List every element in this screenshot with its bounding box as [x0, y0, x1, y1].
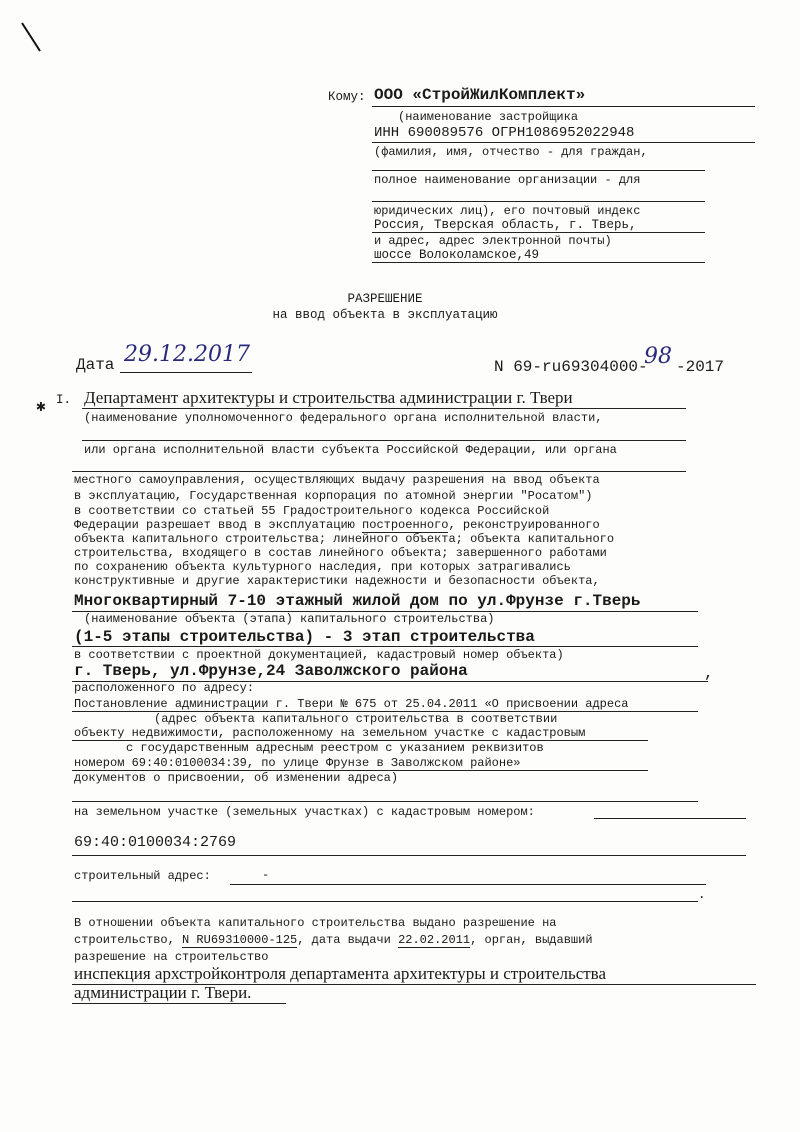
section-roman-numeral: I.: [56, 393, 72, 407]
address-underline-2: [372, 262, 705, 263]
land-plot-label: на земельном участке (земельных участках) с кадастровым номером:: [74, 805, 535, 819]
object-underline-2: [72, 646, 698, 647]
cadastral-underline: [72, 855, 746, 856]
build-address-blank-line: [72, 901, 698, 902]
authority-caption-3: местного самоуправления, осуществляющих выдачу разрешения на ввод объекта: [74, 473, 600, 487]
address-caption: и адрес, адрес электронной почты): [374, 234, 612, 248]
full-name-caption: полное наименование организации - для: [374, 173, 641, 187]
permit-number-handwritten: 98: [644, 344, 672, 369]
address-caption-2: с государственным адресным реестром с указанием реквизитов: [126, 741, 544, 755]
issuing-body-line-2: администрации г. Твери.: [74, 983, 252, 1002]
postal-address-2: шоссе Волоколамское,49: [374, 248, 540, 262]
body-paragraph-line-2: Федерации разрешает ввод в эксплуатацию построенного, реконструированного: [74, 518, 600, 532]
address-caption-3: документов о присвоении, об изменении адреса): [74, 771, 399, 785]
building-permit-number: N RU69310000-125: [182, 933, 298, 947]
decree-line-1: Постановление администрации г. Твери № 675 от 25.04.2011 «О присвоении адреса: [74, 697, 629, 711]
fio-caption: (фамилия, имя, отчество - для граждан,: [374, 145, 648, 159]
address-blank-line: [72, 801, 698, 802]
date-label: Дата: [76, 356, 115, 374]
built-option-underlined: построенного: [362, 518, 449, 532]
object-name-line-1: Многоквартирный 7-10 этажный жилой дом по ул.Фрунзе г.Тверь: [74, 592, 641, 610]
authority-blank-line-2: [72, 471, 686, 472]
cadastral-number: 69:40:0100034:2769: [74, 834, 237, 851]
body-paragraph-line-1: в соответствии со статьей 55 Градостроительного кодекса Российской: [74, 504, 550, 518]
margin-pen-stroke: [18, 20, 44, 54]
developer-underline: [372, 106, 755, 107]
permit-info-line-1: В отношении объекта капитального строительства выдано разрешение на: [74, 916, 557, 930]
permit-info-line-2: строительство, N RU69310000-125, дата выдачи 22.02.2011, орган, выдавший: [74, 933, 593, 947]
body-paragraph-line-6: конструктивные и другие характеристики надежности и безопасности объекта,: [74, 574, 600, 588]
permit-number-suffix: -2017: [676, 358, 725, 376]
build-address-underline: [230, 884, 706, 885]
margin-mark-icon: ✱: [36, 398, 46, 416]
inn-ogrn: ИНН 690089576 ОГРН1086952022948: [374, 125, 635, 141]
project-doc-caption: в соответствии с проектной документацией, кадастровый номер объекта): [74, 648, 564, 662]
postal-address-1: Россия, Тверская область, г. Тверь,: [374, 218, 637, 232]
permit-info-line-3: разрешение на строительство: [74, 950, 269, 964]
authority-name: Департамент архитектуры и строительства администрации г. Твери: [84, 388, 573, 407]
authority-caption-2: или органа исполнительной власти субъекта Российской Федерации, или органа: [84, 443, 617, 457]
address-caption-1: (адрес объекта капитального строительства в соответствии: [154, 712, 558, 726]
authority-underline: [82, 408, 686, 409]
date-value-handwritten: 29.12.2017: [124, 342, 250, 367]
authority-caption-1: (наименование уполномоченного федерального органа исполнительной власти,: [84, 411, 603, 425]
address-comma: ,: [704, 664, 714, 682]
permit-number-prefix: N 69-ru69304000-: [494, 358, 648, 376]
body-paragraph-line-3: объекта капитального строительства; линейного объекта; объекта капитального: [74, 532, 615, 546]
date-underline: [120, 372, 252, 373]
developer-name: ООО «СтройЖилКомплект»: [374, 86, 586, 104]
legal-caption: юридических лиц), его почтовый индекс: [374, 204, 641, 218]
build-address-period: .: [698, 888, 706, 902]
address-underline-1: [372, 232, 705, 233]
authority-blank-line-1: [82, 440, 686, 441]
authority-caption-4: в эксплуатацию, Государственная корпорация по атомной энергии "Росатом"): [74, 489, 593, 503]
developer-caption: (наименование застройщика: [398, 110, 579, 124]
object-caption: (наименование объекта (этапа) капитального строительства): [84, 612, 495, 626]
body-paragraph-line-4: строительства, входящего в состав линейного объекта; завершенного работами: [74, 546, 607, 560]
inn-underline: [372, 142, 755, 143]
to-label: Кому:: [328, 90, 366, 104]
build-address-label: строительный адрес:: [74, 869, 211, 883]
document-title: РАЗРЕШЕНИЕ: [347, 292, 423, 306]
build-address-value: -: [262, 868, 270, 882]
decree-line-2: объекту недвижимости, расположенному на земельном участке с кадастровым: [74, 726, 586, 740]
issuing-body-underline-2: [72, 1003, 286, 1004]
land-plot-underline: [594, 818, 746, 819]
located-at-caption: расположенного по адресу:: [74, 681, 255, 695]
decree-line-3: номером 69:40:0100034:39, по улице Фрунзе в Заволжском районе»: [74, 756, 521, 770]
header-blank-line-1: [372, 170, 705, 171]
header-blank-line-2: [372, 201, 705, 202]
document-subtitle: на ввод объекта в эксплуатацию: [272, 308, 498, 322]
building-permit-date: 22.02.2011: [398, 933, 471, 947]
body-paragraph-line-5: по сохранению объекта культурного наследия, при которых затрагивались: [74, 560, 571, 574]
object-address-value: г. Тверь, ул.Фрунзе,24 Заволжского района: [74, 662, 468, 680]
issuing-body-line-1: инспекция архстройконтроля департамента архитектуры и строительства: [74, 964, 607, 983]
object-name-line-2: (1-5 этапы строительства) - 3 этап строительства: [74, 628, 535, 646]
